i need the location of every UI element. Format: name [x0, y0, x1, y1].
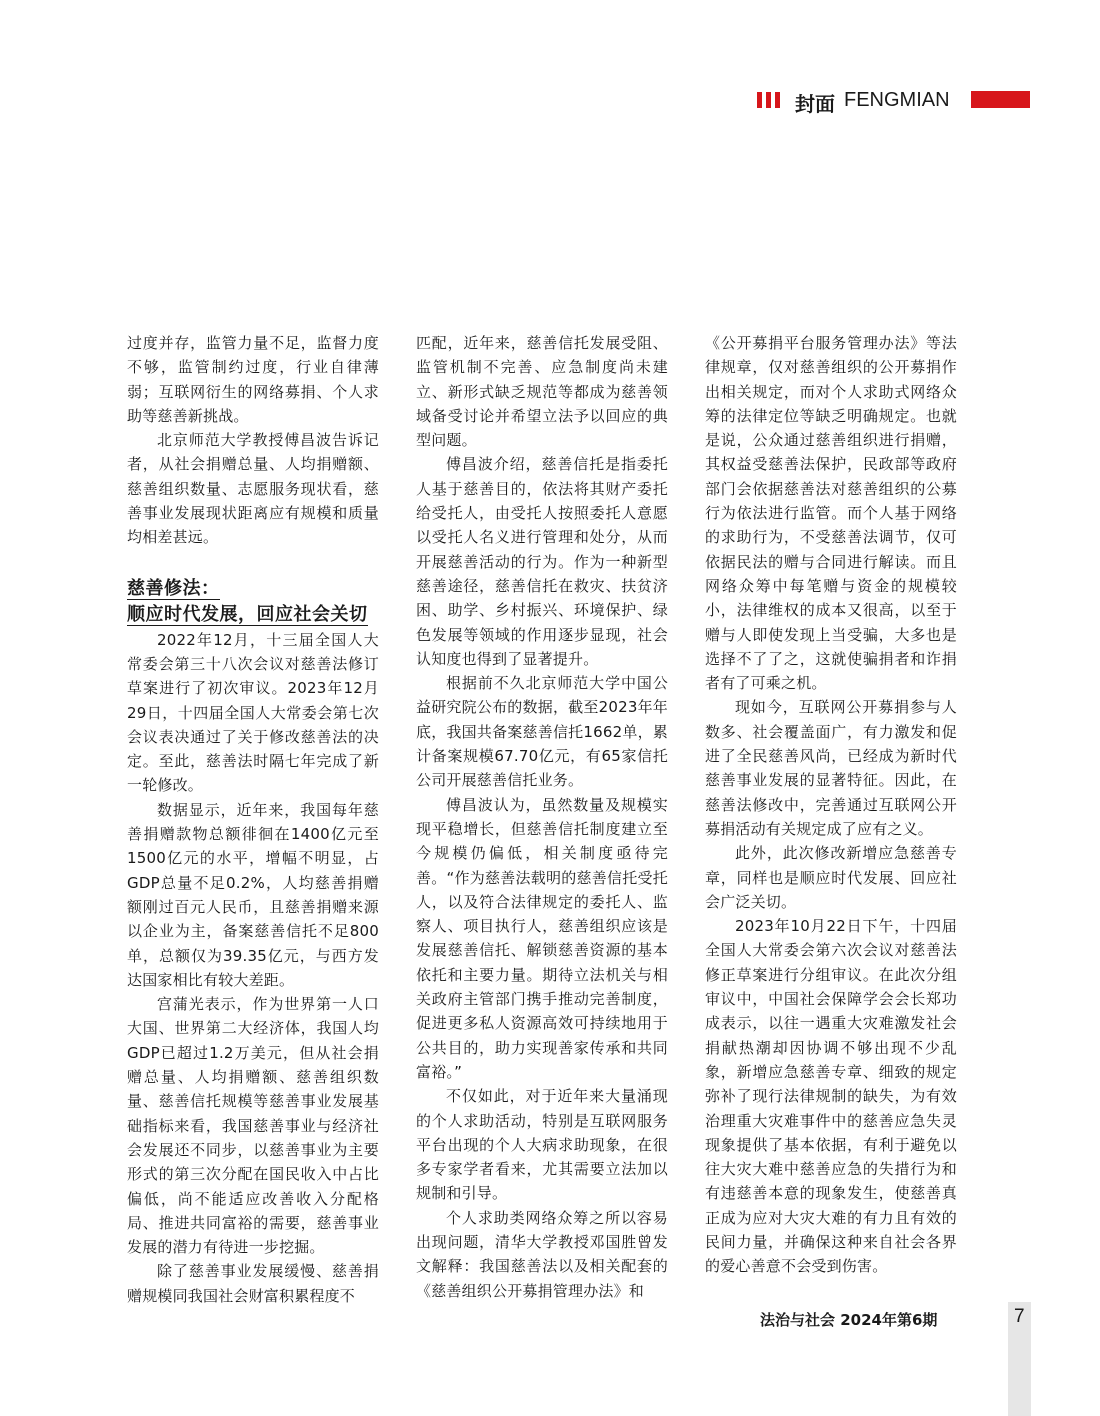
article-column-3	[705, 331, 957, 1279]
paragraph: 北京师范大学教授傅昌波告诉记者，从社会捐赠总量、人均捐赠额、慈善组织数量、志愿服务现状看，慈善事业发展现状距离应有规模和质量均相差甚远。	[127, 431, 379, 547]
section-title-cn: 封面	[795, 92, 835, 116]
journal-issue: 法治与社会 2024年第6期	[760, 1311, 938, 1329]
page-number: 7	[1014, 1306, 1025, 1327]
paragraph: 除了慈善事业发展缓慢、慈善捐赠规模同我国社会财富积累程度不	[127, 1262, 379, 1305]
article-column-1	[127, 331, 379, 1308]
paragraph: 不仅如此，对于近年来大量涌现的个人求助活动，特别是互联网服务平台出现的个人大病求助现象，在很多专家学者看来，尤其需要立法加以规制和引导。	[416, 1087, 668, 1203]
paragraph: 过度并存，监管力量不足，监督力度不够，监管制约过度，行业自律薄弱；互联网衍生的网络募捐、个人求助等慈善新挑战。	[127, 334, 379, 425]
paragraph: 《公开募捐平台服务管理办法》等法律规章，仅对慈善组织的公开募捐作出相关规定，而对个人求助式网络众筹的法律定位等缺乏明确规定。也就是说，公众通过慈善组织进行捐赠，其权益受慈善法保护，民政部等政府部门会依据慈善法对慈善组织的公募行为依法进行监管。而个人基于网络的求助行为，不受慈善法调节，仅可依据民法的赠与合同进行解读。而且网络众筹中每笔赠与资金的规模较小，法律维权的成本又很高，以至于赠与人即使发现上当受骗，大多也是选择不了了之，这就使骗捐者和诈捐者有了可乘之机。	[705, 334, 957, 693]
paragraph: 根据前不久北京师范大学中国公益研究院公布的数据，截至2023年年底，我国共备案慈善信托1662单，累计备案规模67.70亿元，有65家信托公司开展慈善信托业务。	[416, 674, 668, 790]
section-title-en: FENGMIAN	[844, 89, 950, 111]
paragraph: 个人求助类网络众筹之所以容易出现问题，清华大学教授邓国胜曾发文解释：我国慈善法以及相关配套的《慈善组织公开募捐管理办法》和	[416, 1208, 668, 1300]
paragraph: 现如今，互联网公开募捐参与人数多、社会覆盖面广，有力激发和促进了全民慈善风尚，已经成为新时代慈善事业发展的显著特征。因此，在慈善法修改中，完善通过互联网公开募捐活动有关规定成了应有之义。	[705, 698, 957, 838]
paragraph: 数据显示，近年来，我国每年慈善捐赠款物总额徘徊在1400亿元至1500亿元的水平，增幅不明显，占GDP总量不足0.2%，人均慈善捐赠额刚过百元人民币，且慈善捐赠来源以企业为主，备案慈善信托不足800单，总额仅为39.35亿元，与西方发达国家相比有较大差距。	[127, 800, 379, 989]
section-marker-bars	[757, 92, 780, 108]
section-heading-line1: 慈善修法：	[127, 577, 220, 599]
section-heading	[127, 576, 379, 628]
article-column-2	[416, 331, 668, 1303]
paragraph: 匹配，近年来，慈善信托发展受阻、监管机制不完善、应急制度尚未建立、新形式缺乏规范等都成为慈善领域备受讨论并希望立法予以回应的典型问题。	[416, 334, 668, 450]
paragraph: 此外，此次修改新增应急慈善专章，同样也是顺应时代发展、回应社会广泛关切。	[705, 844, 957, 911]
marker-bar	[757, 92, 762, 108]
marker-bar	[766, 92, 771, 108]
paragraph: 2022年12月，十三届全国人大常委会第三十八次会议对慈善法修订草案进行了初次审议。2023年12月29日，十四届全国人大常委会第七次会议表决通过了关于修改慈善法的决定。至此，慈善法时隔七年完成了新一轮修改。	[127, 630, 379, 795]
paragraph: 2023年10月22日下午，十四届全国人大常委会第六次会议对慈善法修正草案进行分组审议。在此次分组审议中，中国社会保障学会会长郑功成表示，以往一遇重大灾难激发社会捐献热潮却因协调不够出现不少乱象，新增应急慈善专章、细致的规定弥补了现行法律规制的缺失，为有效治理重大灾难事件中的慈善应急失灵现象提供了基本依据，有利于避免以往大灾大难中慈善应急的失措行为和有违慈善本意的现象发生，使慈善真正成为应对大灾大难的有力且有效的民间力量，并确保这种来自社会各界的爱心善意不会受到伤害。	[705, 917, 957, 1276]
marker-bar	[775, 92, 780, 108]
section-accent-bar	[971, 91, 1030, 108]
paragraph: 傅昌波介绍，慈善信托是指委托人基于慈善目的，依法将其财产委托给受托人，由受托人按照委托人意愿以受托人名义进行管理和处分，从而开展慈善活动的行为。作为一种新型慈善途径，慈善信托在救灾、扶贫济困、助学、乡村振兴、环境保护、绿色发展等领域的作用逐步显现，社会认知度也得到了显著提升。	[416, 455, 668, 668]
paragraph: 傅昌波认为，虽然数量及规模实现平稳增长，但慈善信托制度建立至今规模仍偏低，相关制度亟待完善。“作为慈善法载明的慈善信托受托人，以及符合法律规定的委托人、监察人、项目执行人，慈善组织应该是发展慈善信托、解锁慈善资源的基本依托和主要力量。期待立法机关与相关政府主管部门携手推动完善制度，促进更多私人资源高效可持续地用于公共目的，助力实现善家传承和共同富裕。”	[416, 795, 668, 1081]
paragraph: 宫蒲光表示，作为世界第一人口大国、世界第二大经济体，我国人均GDP已超过1.2万美元，但从社会捐赠总量、人均捐赠额、慈善组织数量、慈善信托规模等慈善事业发展基础指标来看，我国慈善事业与经济社会发展还不同步，以慈善事业为主要形式的第三次分配在国民收入中占比偏低，尚不能适应改善收入分配格局、推进共同富裕的需要，慈善事业发展的潜力有待进一步挖掘。	[127, 995, 379, 1257]
section-heading-line2: 顺应时代发展，回应社会关切	[127, 603, 368, 625]
